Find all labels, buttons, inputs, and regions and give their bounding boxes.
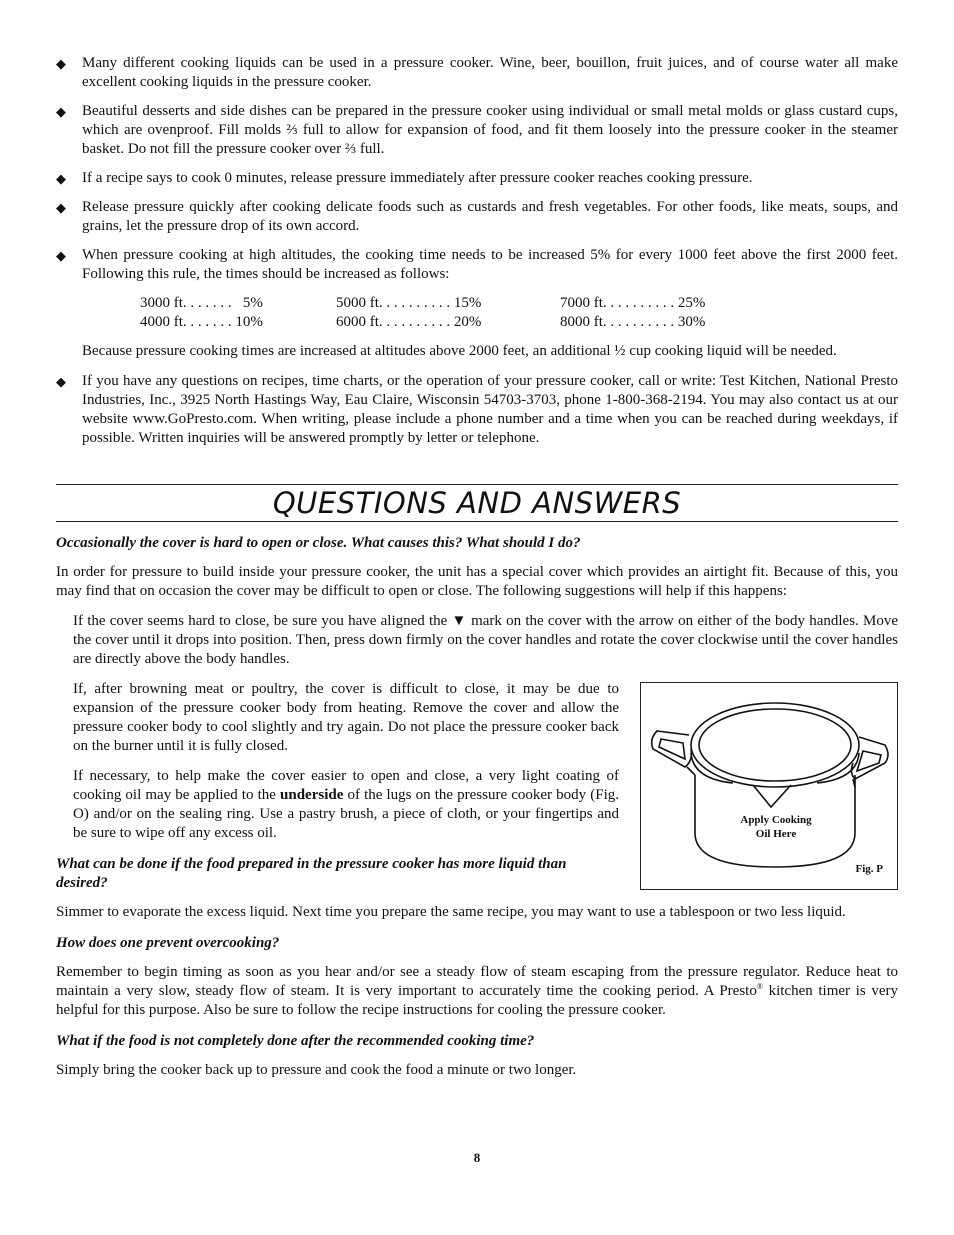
tip-contact [56, 372, 898, 448]
section-heading: QUESTIONS AND ANSWERS [272, 486, 682, 520]
diamond-bullet-icon: ◆ [56, 248, 66, 263]
tip-release-pressure [56, 198, 898, 236]
section-heading-rule [56, 484, 898, 522]
question-cover: Occasionally the cover is hard to open or close. What causes this? What should I do? [56, 535, 581, 551]
page-number: 8 [473, 1150, 481, 1165]
tip-text: When pressure cooking at high altitudes, the cooking time needs to be increased 5% for every 1000 feet above the first 2000 feet. Following this rule, the times should be increased as follows: [82, 247, 898, 282]
pressure-cooker-illustration [641, 683, 897, 889]
figure-p [640, 682, 898, 890]
tip-desserts [56, 102, 898, 159]
altitude-cell: 4000 ft. . . . . . . 10% [140, 314, 263, 330]
tip-high-altitude [56, 246, 898, 284]
answer-not-done: Simply bring the cooker back up to pressure and cook the food a minute or two longer. [56, 1062, 577, 1078]
oil-note [721, 813, 831, 841]
altitude-cell: 3000 ft. . . . . . . 5% [140, 295, 263, 311]
tip-oil-lugs [56, 767, 619, 843]
answer-overcooking [56, 963, 898, 1020]
manual-page [56, 54, 898, 1091]
answer-text: kitchen timer is very helpful for this purpose. Also be sure to follow the recipe instructions for cooling the pressure cooker. [56, 983, 898, 1018]
underside-emphasis: underside [280, 787, 344, 803]
question-excess-liquid: What can be done if the food prepared in the pressure cooker has more liquid than desired? [56, 856, 567, 891]
tip-oil-text: If necessary, to help make the cover easier to open and close, a very light coating of cooking oil may be applied to the [73, 768, 619, 803]
tip-oil-text: of the lugs on the pressure cooker body (Fig. O) and/or on the sealing ring. Use a pastry brush, a piece of cloth, or your fingertips and be sure to wipe off any excess oil. [73, 787, 619, 841]
tip-text: If a recipe says to cook 0 minutes, release pressure immediately after pressure cooker reaches cooking pressure. [82, 170, 753, 186]
diamond-bullet-icon: ◆ [56, 374, 66, 389]
diamond-bullet-icon: ◆ [56, 171, 66, 186]
oil-note-line: Oil Here [755, 828, 797, 840]
altitude-note: Because pressure cooking times are increased at altitudes above 2000 feet, an additional ½ cup cooking liquid will be needed. [82, 343, 837, 359]
tip-text: Beautiful desserts and side dishes can be prepared in the pressure cooker using individual or small metal molds or glass custard cups, which are ovenproof. Fill molds ⅔ full to allow for expansion of food, and fit them loosely into the pressure cooker in the steamer basket. Do not fill the pressure cooker over ⅔ full. [82, 103, 898, 157]
tip-text: Release pressure quickly after cooking delicate foods such as custards and fresh vegetables. For other foods, like meats, soups, and grains, let the pressure drop of its own accord. [82, 199, 898, 234]
tip-text: If you have any questions on recipes, time charts, or the operation of your pressure cooker, call or write: Test Kitchen, National Presto Industries, Inc., 3925 North Hastings Way, Eau Claire, Wisconsin 54703-3703, phone 1-800-368-2194. You may also contact us at our website www.GoPresto.com. When writing, please include a phone number and a time when you can be reached during weekdays, if possible. Written inquiries will be answered promptly by letter or telephone. [82, 373, 898, 446]
figure-label: Fig. P [855, 863, 883, 875]
altitude-table [140, 294, 898, 332]
tip-zero-minutes [56, 169, 898, 188]
tip-cooking-liquids [56, 54, 898, 92]
question-not-done: What if the food is not completely done after the recommended cooking time? [56, 1033, 535, 1049]
altitude-cell: 6000 ft. . . . . . . . . . 20% [336, 314, 482, 330]
altitude-cell: 5000 ft. . . . . . . . . . 15% [336, 295, 482, 311]
diamond-bullet-icon: ◆ [56, 200, 66, 215]
answer-cover: In order for pressure to build inside your pressure cooker, the unit has a special cover which provides an airtight fit. Because of this, you may find that on occasion the cover may be difficult to open or close. The following suggestions will help if this happens: [56, 564, 898, 599]
diamond-bullet-icon: ◆ [56, 56, 66, 71]
diamond-bullet-icon: ◆ [56, 104, 66, 119]
registered-mark: ® [756, 982, 763, 991]
oil-note-line: Apply Cooking [740, 814, 812, 826]
altitude-cell: 8000 ft. . . . . . . . . . 30% [560, 314, 706, 330]
tip-text: Many different cooking liquids can be used in a pressure cooker. Wine, beer, bouillon, fruit juices, and of course water all make excellent cooking liquids in the pressure cooker. [82, 55, 898, 90]
altitude-cell: 7000 ft. . . . . . . . . . 25% [560, 295, 706, 311]
tip-expansion: If, after browning meat or poultry, the cover is difficult to close, it may be due to expansion of the pressure cooker body from heating. Remove the cover and allow the pressure cooker body to cool slightly and try again. Do not place the pressure cooker back on the burner until it is fully closed. [73, 681, 619, 754]
question-overcooking: How does one prevent overcooking? [56, 935, 280, 951]
tip-align-cover: If the cover seems hard to close, be sure you have aligned the ▼ mark on the cover with the arrow on either of the body handles. Move the cover until it drops into position. Then, press down firmly on the cover handles and rotate the cover clockwise until the cover handles are directly above the body handles. [73, 613, 898, 667]
answer-text: Remember to begin timing as soon as you hear and/or see a steady flow of steam escaping from the pressure regulator. Reduce heat to maintain a very slow, steady flow of steam. It is very important to accurately time the cooking period. A Presto [56, 964, 898, 999]
answer-excess-liquid: Simmer to evaporate the excess liquid. Next time you prepare the same recipe, you may want to use a tablespoon or two less liquid. [56, 904, 846, 920]
